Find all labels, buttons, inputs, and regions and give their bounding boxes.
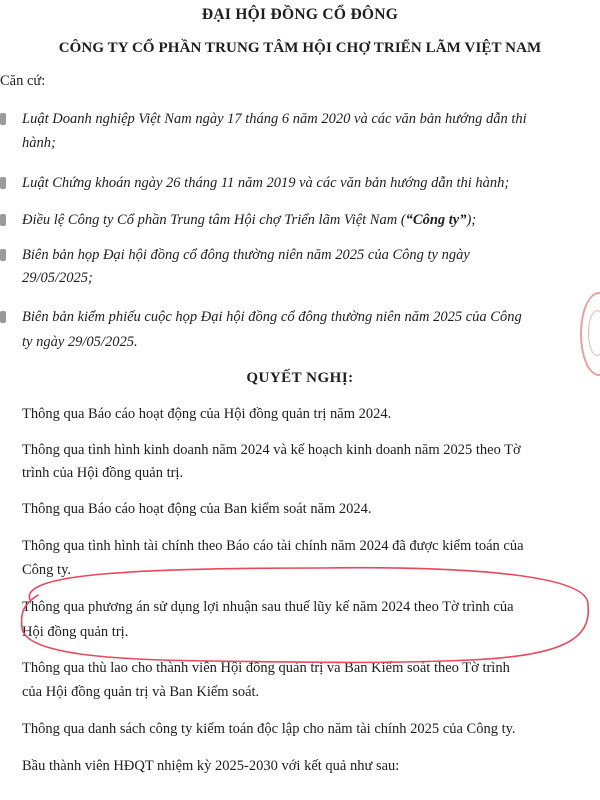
resolution-item-5-line2: Hội đồng quản trị. (22, 624, 129, 640)
resolution-item-1: Thông qua Báo cáo hoạt động của Hội đồng quản trị năm 2024. (22, 406, 392, 422)
red-stamp-inner-ring (588, 310, 600, 356)
resolution-item-3: Thông qua Báo cáo hoạt động của Ban kiểm soát năm 2024. (22, 501, 372, 517)
basis-item-3-text: Điều lệ Công ty Cổ phần Trung tâm Hội chợ Triển lãm Việt Nam ( (22, 212, 406, 228)
bullet-mark (0, 249, 6, 261)
basis-item-1-line1: Luật Doanh nghiệp Việt Nam ngày 17 tháng 6 năm 2020 và các văn bản hướng dẫn thi (22, 111, 527, 127)
legal-basis-label: Căn cứ: (0, 73, 46, 89)
resolution-heading: QUYẾT NGHỊ: (246, 370, 354, 386)
resolution-item-4-line2: Công ty. (22, 562, 72, 578)
assembly-title: ĐẠI HỘI ĐỒNG CỔ ĐÔNG (201, 6, 399, 23)
resolution-item-4-line1: Thông qua tình hình tài chính theo Báo cáo tài chính năm 2024 đã được kiểm toán của (22, 538, 524, 554)
bullet-mark (0, 311, 6, 323)
basis-item-5-line1: Biên bản kiểm phiếu cuộc họp Đại hội đồng cổ đông thường niên năm 2025 của Công (22, 309, 522, 325)
resolution-item-6-line1: Thông qua thù lao cho thành viên Hội đồng quản trị và Ban Kiểm soát theo Tờ trình (22, 660, 510, 676)
basis-item-5-line2: ty ngày 29/05/2025. (22, 334, 138, 350)
basis-item-2: Luật Chứng khoán ngày 26 tháng 11 năm 2019 và các văn bản hướng dẫn thi hành; (22, 175, 510, 191)
resolution-item-7: Thông qua danh sách công ty kiểm toán độc lập cho năm tài chính 2025 của Công ty. (22, 721, 516, 737)
bullet-mark (0, 113, 6, 125)
resolution-item-2-line1: Thông qua tình hình kinh doanh năm 2024 và kế hoạch kinh doanh năm 2025 theo Tờ (22, 442, 521, 458)
company-title: CÔNG TY CỔ PHẦN TRUNG TÂM HỘI CHỢ TRIỂN LÃM VIỆT NAM (58, 40, 542, 56)
basis-item-3 (22, 211, 476, 229)
resolution-item-8: Bầu thành viên HĐQT nhiệm kỳ 2025-2030 với kết quả như sau: (22, 758, 400, 774)
resolution-item-2-line2: trình của Hội đồng quản trị. (22, 465, 184, 481)
basis-item-1-line2: hành; (22, 135, 56, 151)
basis-item-4-line2: 29/05/2025; (22, 270, 93, 286)
bullet-mark (0, 214, 6, 226)
basis-item-4-line1: Biên bản họp Đại hội đồng cổ đông thường niên năm 2025 của Công ty ngày (22, 247, 470, 263)
basis-item-3-company-term: “Công ty” (405, 212, 467, 228)
resolution-item-5-line1: Thông qua phương án sử dụng lợi nhuận sau thuế lũy kế năm 2024 theo Tờ trình của (22, 599, 514, 615)
basis-item-3-end: ); (466, 212, 477, 228)
bullet-mark (0, 177, 6, 189)
resolution-item-6-line2: của Hội đồng quản trị và Ban Kiểm soát. (22, 684, 260, 700)
